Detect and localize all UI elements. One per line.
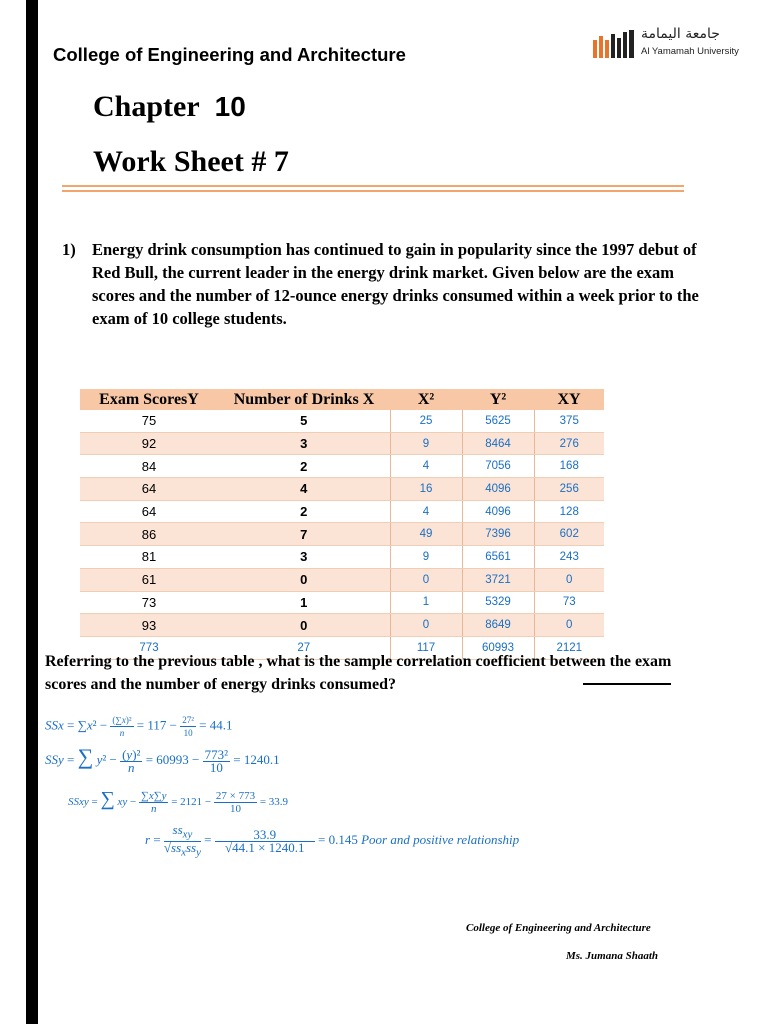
cell-exam-score: 73	[80, 591, 218, 614]
logo-bars-icon	[593, 30, 637, 58]
cell-y2: 8649	[462, 614, 534, 637]
ssy-value: = 1240.1	[233, 752, 280, 767]
ssxy-formula: SSxy = ∑ xy − $\frac{\sum x\sum y}{n}$ = 2121 − $\frac{27 \times 773}{10}$ = 33.9	[68, 788, 289, 815]
chapter-number: 10	[214, 91, 246, 122]
cell-x2: 0	[390, 614, 462, 637]
worksheet-title: Work Sheet # 7	[93, 145, 289, 178]
cell-exam-score: 75	[80, 410, 218, 432]
ssx-sum-frac: $\frac{\text{(∑x)²}}{n}$	[112, 715, 132, 738]
footer-college: College of Engineering and Architecture	[466, 922, 651, 934]
cell-x2: 1	[390, 591, 462, 614]
cell-x2: 49	[390, 523, 462, 546]
cell-x2: 4	[390, 500, 462, 523]
cell-x2: 0	[390, 568, 462, 591]
r-symbolic-frac: $\frac{ss_{xy}}{√ss_xss_y}$	[163, 822, 201, 859]
cell-x2: 16	[390, 478, 462, 501]
ssx-formula: SSx = ∑x² − $\frac{\text{(∑x)²}}{n}$ = 117 − $\frac{\text{27²}}{10}$ = 44.1	[45, 715, 233, 738]
cell-drinks: 1	[218, 591, 390, 614]
cell-drinks: 3	[218, 432, 390, 455]
table-header-row	[80, 389, 604, 410]
cell-drinks: 7	[218, 523, 390, 546]
total-cell-x2: 117	[390, 636, 462, 659]
total-cell-xy: 2121	[534, 636, 604, 659]
logo-english-text: Al Yamamah University	[641, 46, 739, 57]
ssx-fraction: $\frac{\text{27²}}{10}$	[182, 715, 194, 738]
cell-y2: 3721	[462, 568, 534, 591]
ssy-result: = 60993 −	[145, 752, 200, 767]
cell-xy: 375	[534, 410, 604, 432]
cell-y2: 6561	[462, 546, 534, 569]
university-logo	[593, 28, 743, 62]
cell-drinks: 4	[218, 478, 390, 501]
left-black-bar	[26, 0, 38, 1024]
cell-xy: 276	[534, 432, 604, 455]
header-y2: Y²	[462, 389, 534, 410]
cell-x2: 25	[390, 410, 462, 432]
table-row	[80, 591, 604, 614]
chapter-word: Chapter	[93, 90, 200, 123]
cell-xy: 0	[534, 568, 604, 591]
ssx-result: = 117 −	[136, 717, 177, 733]
cell-y2: 7396	[462, 523, 534, 546]
divider-line-1	[62, 185, 684, 187]
cell-exam-score: 92	[80, 432, 218, 455]
cell-drinks: 3	[218, 546, 390, 569]
cell-xy: 243	[534, 546, 604, 569]
ssx-value: = 44.1	[199, 717, 233, 733]
r-formula: r = $\frac{ss_{xy}}{√ss_xss_y}$ = $\frac{33.9}{√44.1 \times 1240.1}$ = 0.145 Poor and positive relationship	[145, 822, 520, 859]
cell-exam-score: 86	[80, 523, 218, 546]
cell-exam-score: 84	[80, 455, 218, 478]
cell-drinks: 0	[218, 568, 390, 591]
cell-exam-score: 93	[80, 614, 218, 637]
question-number: 1)	[62, 240, 76, 259]
table-row	[80, 568, 604, 591]
table-row	[80, 455, 604, 478]
answer-line	[583, 683, 671, 685]
cell-y2: 4096	[462, 478, 534, 501]
header-xy: XY	[534, 389, 604, 410]
cell-y2: 4096	[462, 500, 534, 523]
table-row	[80, 500, 604, 523]
ssxy-fraction: $\frac{27 \times 773}{10}$	[215, 789, 256, 815]
logo-arabic-text: جامعة اليمامة	[641, 26, 720, 42]
cell-y2: 5625	[462, 410, 534, 432]
cell-xy: 73	[534, 591, 604, 614]
cell-drinks: 2	[218, 455, 390, 478]
ssxy-sum-frac: $\frac{\sum x\sum y}{n}$	[140, 789, 167, 815]
table-row	[80, 614, 604, 637]
cell-xy: 168	[534, 455, 604, 478]
cell-xy: 128	[534, 500, 604, 523]
ssy-fraction: $\frac{\text{773²}}{10}$	[204, 746, 229, 775]
cell-exam-score: 61	[80, 568, 218, 591]
table-row	[80, 478, 604, 501]
ssy-sum-frac: $\frac{\text{(y)²}}{n}$	[122, 746, 141, 775]
footer-author: Ms. Jumana Shaath	[566, 950, 659, 962]
cell-y2: 7056	[462, 455, 534, 478]
cell-x2: 9	[390, 432, 462, 455]
r-note: Poor and positive relationship	[361, 832, 520, 848]
college-header: College of Engineering and Architecture	[53, 44, 406, 65]
chapter-title	[93, 90, 246, 124]
ssxy-result: = 2121 −	[171, 796, 212, 808]
cell-xy: 0	[534, 614, 604, 637]
cell-exam-score: 64	[80, 478, 218, 501]
ssy-formula: SSy = ∑ y² − $\frac{\text{(y)²}}{n}$ = 60993 − $\frac{\text{773²}}{10}$ = 1240.1	[45, 744, 280, 775]
cell-exam-score: 64	[80, 500, 218, 523]
cell-drinks: 0	[218, 614, 390, 637]
cell-xy: 602	[534, 523, 604, 546]
data-table	[80, 389, 604, 660]
cell-drinks: 2	[218, 500, 390, 523]
divider-line-2	[62, 190, 684, 192]
cell-x2: 9	[390, 546, 462, 569]
question-text: Energy drink consumption has continued to gain in popularity since the 1997 debut of Red Bull, the current leader in the energy drink market. Given below are the exam scores and the number of 12-ounce energy drinks consumed within a week prior to the exam of 10 college students.	[92, 240, 699, 328]
question-1	[62, 238, 702, 330]
ssxy-value: = 33.9	[259, 796, 289, 808]
table-row	[80, 432, 604, 455]
r-numeric-frac: $\frac{33.9}{√44.1 \times 1240.1}$	[215, 829, 315, 854]
cell-y2: 8464	[462, 432, 534, 455]
followup-question: Referring to the previous table , what is the sample correlation coefficient between the exam scores and the number of energy drinks consumed?	[45, 653, 672, 693]
r-value: = 0.145	[318, 832, 358, 848]
cell-xy: 256	[534, 478, 604, 501]
cell-y2: 5329	[462, 591, 534, 614]
table-row	[80, 523, 604, 546]
cell-x2: 4	[390, 455, 462, 478]
table-row	[80, 546, 604, 569]
header-drinks: Number of Drinks X	[218, 389, 390, 410]
cell-exam-score: 81	[80, 546, 218, 569]
cell-drinks: 5	[218, 410, 390, 432]
total-cell-drinks: 27	[218, 636, 390, 659]
table-row	[80, 410, 604, 432]
header-x2: X²	[390, 389, 462, 410]
total-cell-exam-score: 773	[80, 636, 218, 659]
header-exam-scores: Exam ScoresY	[80, 389, 218, 410]
total-cell-y2: 60993	[462, 636, 534, 659]
